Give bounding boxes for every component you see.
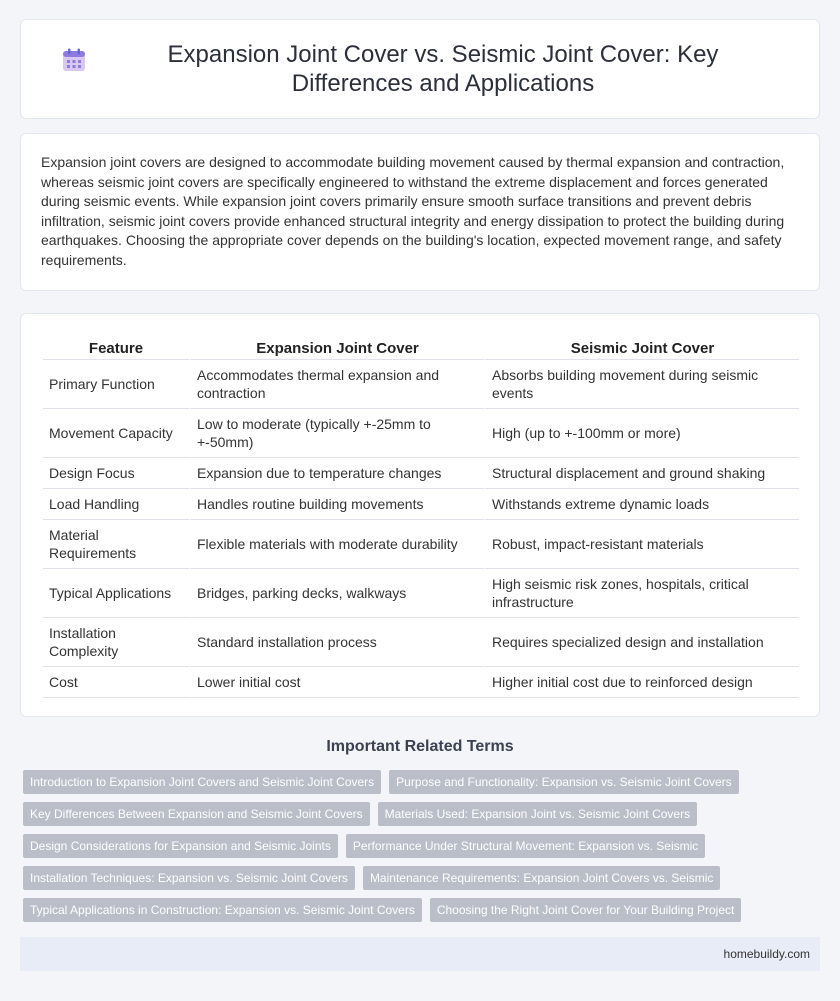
table-cell: Load Handling bbox=[43, 489, 189, 520]
table-cell: Requires specialized design and installation bbox=[484, 618, 799, 667]
related-term-tag[interactable]: Design Considerations for Expansion and Seismic Joints bbox=[23, 834, 338, 858]
table-cell: Material Requirements bbox=[43, 520, 189, 569]
table-cell: Primary Function bbox=[43, 360, 189, 409]
related-term-tag[interactable]: Materials Used: Expansion Joint vs. Seismic Joint Covers bbox=[378, 802, 697, 826]
tag-row bbox=[23, 834, 823, 858]
table-cell: Movement Capacity bbox=[43, 409, 189, 458]
tag-row bbox=[23, 802, 823, 826]
table-row bbox=[43, 409, 799, 458]
table-header-row bbox=[43, 332, 799, 360]
table-row bbox=[43, 360, 799, 409]
related-term-tag[interactable]: Introduction to Expansion Joint Covers and Seismic Joint Covers bbox=[23, 770, 381, 794]
related-term-tag[interactable]: Installation Techniques: Expansion vs. Seismic Joint Covers bbox=[23, 866, 355, 890]
footer bbox=[20, 937, 820, 971]
table-cell: High (up to +-100mm or more) bbox=[484, 409, 799, 458]
header-feature: Feature bbox=[43, 332, 189, 360]
table-row bbox=[43, 569, 799, 618]
table-row bbox=[43, 667, 799, 698]
related-term-tag[interactable]: Maintenance Requirements: Expansion Joint Covers vs. Seismic bbox=[363, 866, 721, 890]
related-terms-title: Important Related Terms bbox=[326, 738, 514, 755]
intro-card bbox=[20, 133, 820, 291]
header-seismic: Seismic Joint Cover bbox=[484, 332, 799, 360]
table-cell: High seismic risk zones, hospitals, critical infrastructure bbox=[484, 569, 799, 618]
comparison-table-card bbox=[20, 313, 820, 717]
table-cell: Accommodates thermal expansion and contraction bbox=[189, 360, 484, 409]
related-term-tag[interactable]: Key Differences Between Expansion and Seismic Joint Covers bbox=[23, 802, 370, 826]
table-cell: Structural displacement and ground shaking bbox=[484, 458, 799, 489]
title-wrap bbox=[61, 40, 779, 98]
table-cell: Robust, impact-resistant materials bbox=[484, 520, 799, 569]
intro-paragraph: Expansion joint covers are designed to accommodate building movement caused by thermal expansion and contraction, whereas seismic joint covers are specifically engineered to withstand the extreme displacement and forces generated during seismic events. While expansion joint covers primarily ensure smooth surface transitions and prevent debris infiltration, seismic joint covers provide enhanced structural integrity and energy dissipation to protect the building during earthquakes. Choosing the appropriate cover depends on the building's location, expected movement range, and safety requirements. bbox=[41, 154, 785, 268]
title-card bbox=[20, 19, 820, 119]
table-cell: Flexible materials with moderate durability bbox=[189, 520, 484, 569]
table-row bbox=[43, 520, 799, 569]
table-cell: Lower initial cost bbox=[189, 667, 484, 698]
footer-site-link[interactable]: homebuildy.com bbox=[723, 947, 810, 961]
table-cell: Standard installation process bbox=[189, 618, 484, 667]
calendar-icon bbox=[61, 47, 87, 73]
related-terms-tags bbox=[23, 770, 823, 930]
tag-row bbox=[23, 866, 823, 890]
table-cell: Bridges, parking decks, walkways bbox=[189, 569, 484, 618]
related-term-tag[interactable]: Purpose and Functionality: Expansion vs. Seismic Joint Covers bbox=[389, 770, 739, 794]
table-cell: Higher initial cost due to reinforced design bbox=[484, 667, 799, 698]
comparison-table bbox=[43, 332, 799, 698]
table-cell: Expansion due to temperature changes bbox=[189, 458, 484, 489]
table-cell: Installation Complexity bbox=[43, 618, 189, 667]
table-cell: Handles routine building movements bbox=[189, 489, 484, 520]
table-row bbox=[43, 489, 799, 520]
table-row bbox=[43, 458, 799, 489]
table-cell: Absorbs building movement during seismic events bbox=[484, 360, 799, 409]
header-expansion: Expansion Joint Cover bbox=[189, 332, 484, 360]
related-term-tag[interactable]: Typical Applications in Construction: Expansion vs. Seismic Joint Covers bbox=[23, 898, 422, 922]
related-term-tag[interactable]: Performance Under Structural Movement: Expansion vs. Seismic bbox=[346, 834, 705, 858]
table-cell: Cost bbox=[43, 667, 189, 698]
related-term-tag[interactable]: Choosing the Right Joint Cover for Your Building Project bbox=[430, 898, 742, 922]
tag-row bbox=[23, 770, 823, 794]
page-title: Expansion Joint Cover vs. Seismic Joint Cover: Key Differences and Applications bbox=[167, 41, 719, 97]
table-cell: Withstands extreme dynamic loads bbox=[484, 489, 799, 520]
table-cell: Low to moderate (typically +-25mm to +-50mm) bbox=[189, 409, 484, 458]
table-cell: Typical Applications bbox=[43, 569, 189, 618]
table-row bbox=[43, 618, 799, 667]
tag-row bbox=[23, 898, 823, 922]
table-cell: Design Focus bbox=[43, 458, 189, 489]
